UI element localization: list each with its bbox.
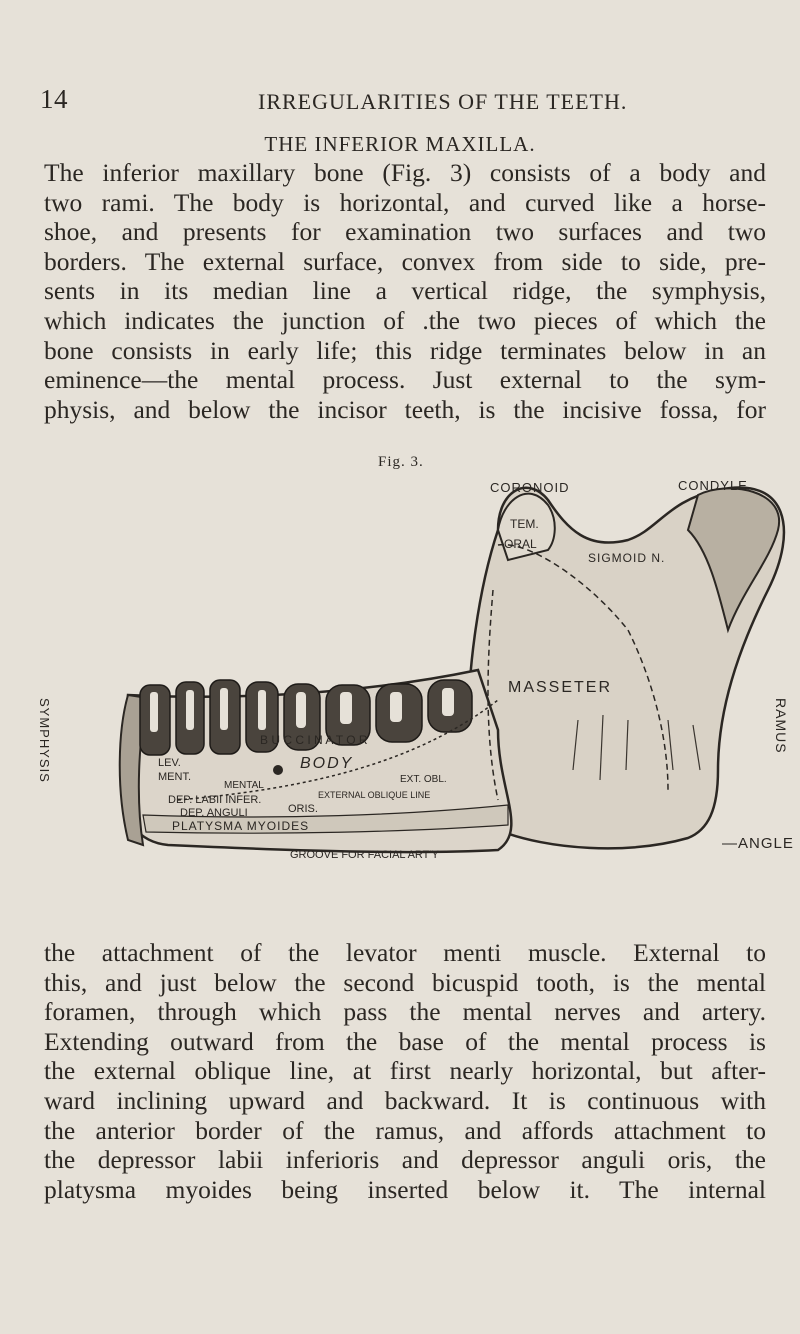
text-line: eminence—the mental process. Just external to the sym- (44, 365, 766, 395)
text-line: The inferior maxillary bone (Fig. 3) consists of a body and (44, 158, 766, 187)
section-title: THE INFERIOR MAXILLA. (264, 132, 536, 156)
label-condyle: CONDYLE (678, 478, 748, 493)
text-line: ward inclining upward and backward. It is continuous with (44, 1085, 766, 1115)
text-line: which indicates the junction of .the two pieces of which the (44, 305, 766, 335)
label-lev: LEV. (158, 757, 181, 769)
text-line: foramen, through which pass the mental nerves and artery. (44, 997, 766, 1027)
text-line: borders. The external surface, convex from side to side, pre- (44, 246, 766, 276)
jaw-figure (28, 470, 800, 880)
label-platysma: PLATYSMA MYOIDES (172, 819, 310, 833)
label-body: BODY (300, 755, 354, 772)
page-number: 14 (40, 84, 68, 114)
label-groove: GROOVE FOR FACIAL ART'Y (290, 849, 439, 861)
label-sigmoid: SIGMOID N. (588, 551, 666, 565)
label-symphysis: SYMPHYSIS (37, 698, 52, 783)
label-temporal: TEM. (510, 517, 539, 531)
figure-caption: Fig. 3. (378, 454, 424, 470)
text-line: the depressor labii inferioris and depressor anguli oris, the (44, 1145, 766, 1175)
mental-foramen (273, 765, 283, 775)
text-line: Extending outward from the base of the mental process is (44, 1026, 766, 1056)
text-line: platysma myoides being inserted below it. The internal (44, 1174, 766, 1204)
label-masseter: MASSETER (508, 679, 613, 696)
label-ment: MENT. (158, 771, 191, 783)
label-buccinator: B U C C I N A T O R (260, 733, 368, 747)
text-line: this, and just below the second bicuspid tooth, is the mental (44, 967, 766, 997)
text-line: physis, and below the incisor teeth, is the incisive fossa, for (44, 394, 766, 424)
label-angle: —ANGLE (722, 835, 794, 852)
paragraph-1 (44, 158, 766, 424)
text-line: the anterior border of the ramus, and affords attachment to (44, 1115, 766, 1145)
label-dep-anguli: DEP. ANGULI (180, 807, 248, 819)
label-oris: ORIS. (288, 803, 318, 815)
label-coronoid: CORONOID (490, 480, 570, 495)
label-ext-obl-line: EXTERNAL OBLIQUE LINE (318, 790, 431, 800)
label-oral: ORAL (504, 537, 537, 551)
label-ext-obl: EXT. OBL. (400, 774, 447, 785)
text-line: bone consists in early life; this ridge terminates below in an (44, 335, 766, 365)
text-line: the attachment of the levator menti muscle. External to (44, 938, 766, 967)
mandible-illustration (28, 470, 800, 880)
label-dep-labii: DEP. LABII INFER. (168, 794, 262, 806)
text-line: shoe, and presents for examination two surfaces and two (44, 217, 766, 247)
text-line: sents in its median line a vertical ridge, the symphysis, (44, 276, 766, 306)
text-line: two rami. The body is horizontal, and curved like a horse- (44, 187, 766, 217)
text-line: the external oblique line, at first nearly horizontal, but after- (44, 1056, 766, 1086)
label-ramus: RAMUS (773, 698, 789, 754)
label-mental: MENTAL (224, 780, 264, 791)
running-head: IRREGULARITIES OF THE TEETH. (258, 89, 628, 114)
paragraph-2 (44, 938, 766, 1204)
